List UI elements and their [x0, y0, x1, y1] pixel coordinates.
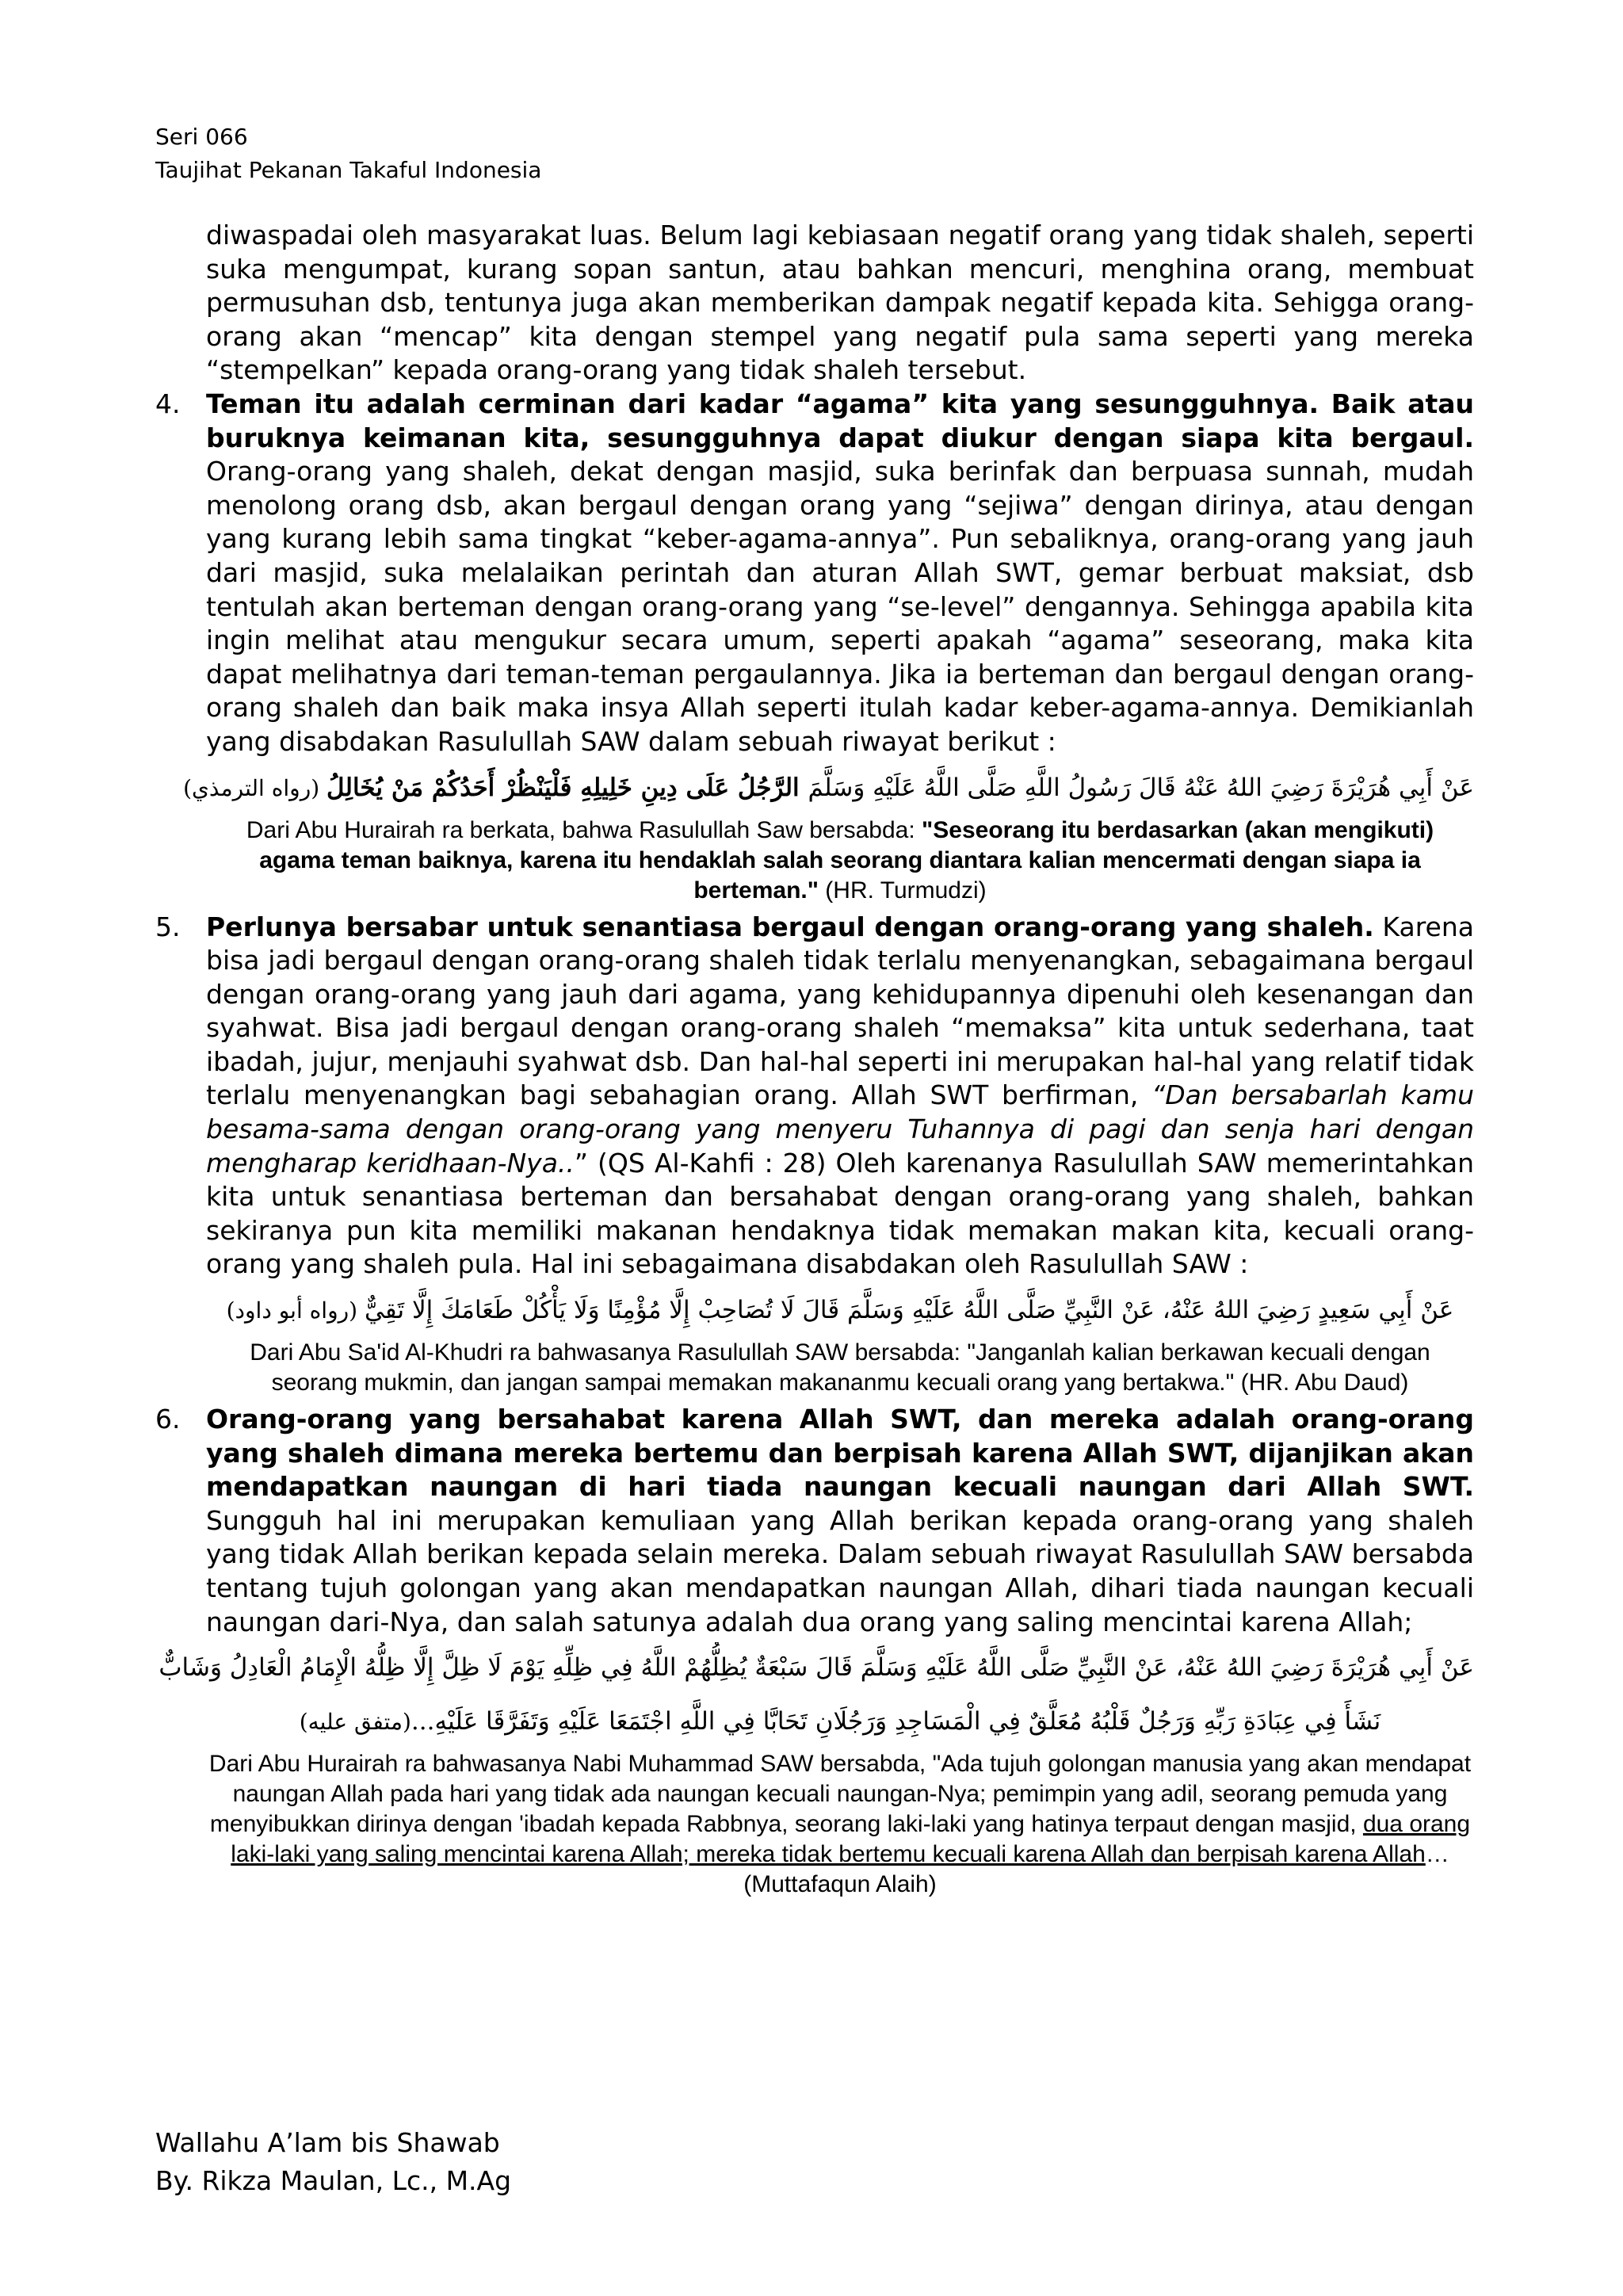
hadith-arabic: [155, 762, 1474, 814]
hadith-source-arabic: (رواه الترمذي): [183, 774, 327, 801]
item-paragraph: [155, 911, 1474, 1282]
quran-quote: “Dan bersabarlah kamu besama-sama dengan orang-orang yang menyeru Tuhannya di pagi dan senja hari dengan mengharap keridhaan-Nya..: [206, 1079, 1474, 1179]
translation-source: (HR. Turmudzi): [818, 877, 987, 904]
hadith-arabic-matn: الرَّجُلُ عَلَى دِينِ خَلِيلِهِ فَلْيَنْظُرْ أَحَدُكُمْ مَنْ يُخَالِلُ: [327, 773, 808, 802]
document-title: Taujihat Pekanan Takaful Indonesia: [155, 157, 542, 183]
hadith-translation: [155, 1749, 1474, 1900]
item-number: 6.: [155, 1404, 181, 1435]
item-paragraph: [155, 1403, 1474, 1639]
item-text-continued: ” (QS Al-Kahfi : 28) Oleh karenanya Rasulullah SAW memerintahkan kita untuk senantiasa berteman dan bersahabat dengan orang-orang yang shaleh, bahkan sekiranya pun kita memiliki makanan hendaknya tidak memakan makan kita, kecuali orang-orang yang shaleh pula. Hal ini sebagaimana disabdakan oleh Rasulullah SAW :: [206, 1147, 1474, 1280]
hadith-arabic-line-2: [155, 1696, 1474, 1748]
item-paragraph: [155, 388, 1474, 759]
author-line: By. Rikza Maulan, Lc., M.Ag: [155, 2165, 512, 2196]
document-body: [155, 219, 1474, 1904]
translation-intro: Dari Abu Hurairah ra berkata, bahwa Rasulullah Saw bersabda:: [246, 816, 922, 843]
list-item-4: [155, 388, 1474, 759]
hadith-arabic-text: عَنْ أَبِي سَعِيدٍ رَضِيَ اللهُ عَنْهُ، عَنْ النَّبِيِّ صَلَّى اللَّهُ عَلَيْهِ وَسَلَّمَ قَالَ لَا تُصَاحِبْ إِلَّا مُؤْمِنًا وَلَا يَأْكُلْ طَعَامَكَ إِلَّا تَقِيٌّ: [364, 1296, 1454, 1325]
list-item-6: [155, 1403, 1474, 1639]
item-bold-statement: Perlunya bersabar untuk senantiasa bergaul dengan orang-orang yang shaleh.: [206, 911, 1374, 942]
closing-line: Wallahu A’lam bis Shawab: [155, 2127, 500, 2158]
series-label: Seri 066: [155, 124, 248, 150]
page-header: [155, 120, 541, 187]
item-text: Karena bisa jadi bergaul dengan orang-orang shaleh tidak terlalu menyenangkan, sebagaimana bergaul dengan orang-orang yang jauh dari agama, yang kehidupannya dipenuhi oleh kesenangan dan syahwat. Bisa jadi bergaul dengan orang-orang shaleh “memaksa” kita untuk sederhana, taat ibadah, jujur, menjauhi syahwat dsb. Dan hal-hal seperti ini merupakan hal-hal yang relatif tidak terlalu menyenangkan bagi sebahagian orang. Allah SWT berfirman,: [206, 911, 1474, 1111]
intro-paragraph: diwaspadai oleh masyarakat luas. Belum lagi kebiasaan negatif orang yang tidak shaleh, seperti suka mengumpat, kurang sopan santun, atau bahkan mencuri, menghina orang, membuat permusuhan dsb, tentunya juga akan memberikan dampak negatif kepada kita. Sehigga orang-orang akan “mencap” kita dengan stempel yang negatif pula sama seperti yang mereka “stempelkan” kepada orang-orang yang tidak shaleh tersebut.: [206, 220, 1474, 386]
hadith-translation: [155, 816, 1474, 906]
item-bold-statement: Teman itu adalah cerminan dari kadar “agama” kita yang sesungguhnya. Baik atau buruknya keimanan kita, sesungguhnya dapat diukur dengan siapa kita bergaul.: [206, 388, 1474, 453]
page-footer: [155, 2124, 511, 2200]
hadith-arabic-text: نَشَأَ فِي عِبَادَةِ رَبِّهِ وَرَجُلٌ قَلْبُهُ مُعَلَّقٌ فِي الْمَسَاجِدِ وَرَجُلَانِ تَحَابَّا فِي اللَّهِ اجْتَمَعَا عَلَيْهِ وَتَفَرَّقَا عَلَيْهِ...: [411, 1707, 1381, 1736]
translation-end: … (Muttafaqun Alaih): [743, 1841, 1449, 1898]
item-number: 4.: [155, 388, 181, 419]
translation-intro: Dari Abu Hurairah ra bahwasanya Nabi Muhammad SAW bersabda, "Ada tujuh golongan manusia yang akan mendapat naungan Allah pada hari yang tidak ada naungan kecuali naungan-Nya; pemimpin yang adil, seorang pemuda yang menyibukkan dirinya dengan 'ibadah kepada Rabbnya, seorang laki-laki yang hatinya terpaut dengan masjid,: [208, 1751, 1472, 1838]
item-number: 5.: [155, 911, 181, 942]
hadith-arabic-text: عَنْ أَبِي هُرَيْرَةَ رَضِيَ اللهُ عَنْهُ قَالَ رَسُولُ اللَّهِ صَلَّى اللَّهُ عَلَيْهِ وَسَلَّمَ: [808, 773, 1474, 802]
translation-quote: "Seseorang itu berdasarkan (akan mengikuti) agama teman baiknya, karena itu hendaklah salah seorang diantara kalian mencermati dengan siapa ia berteman.": [259, 816, 1434, 904]
hadith-arabic-line-1: عَنْ أَبِي هُرَيْرَةَ رَضِيَ اللهُ عَنْهُ، عَنْ النَّبِيِّ صَلَّى اللَّهُ عَلَيْهِ وَسَلَّمَ قَالَ سَبْعَةٌ يُظِلُّهُمْ اللَّهُ فِي ظِلِّهِ يَوْمَ لَا ظِلَّ إِلَّا ظِلُّهُ الْإِمَامُ الْعَادِلُ وَشَابٌّ: [158, 1653, 1474, 1683]
hadith-source-arabic: (متفق عليه): [299, 1709, 411, 1736]
list-item-5: [155, 911, 1474, 1282]
hadith-source-arabic: (رواه أبو داود): [226, 1297, 365, 1324]
hadith-arabic: [155, 1285, 1474, 1336]
item-text: Orang-orang yang shaleh, dekat dengan masjid, suka berinfak dan berpuasa sunnah, mudah menolong orang dsb, akan bergaul dengan orang yang “sejiwa” dengan dirinya, atau dengan yang kurang lebih sama tingkat “keber-agama-annya”. Pun sebaliknya, orang-orang yang jauh dari masjid, suka melalaikan perintah dan aturan Allah SWT, gemar berbuat maksiat, dsb tentulah akan berteman dengan orang-orang yang “se-level” dengannya. Sehingga apabila kita ingin melihat atau mengukur secara umum, seperti apakah “agama” seseorang, maka kita dapat melihatnya dari teman-teman pergaulannya. Jika ia berteman dan bergaul dengan orang-orang shaleh dan baik maka insya Allah seperti itulah kadar keber-agama-annya. Demikianlah yang disabdakan Rasulullah SAW dalam sebuah riwayat berikut :: [206, 456, 1474, 757]
translation-underlined: dua orang laki-laki yang saling mencintai karena Allah; mereka tidak bertemu kecuali karena Allah dan berpisah karena Allah: [231, 1811, 1471, 1868]
item-bold-statement: Orang-orang yang bersahabat karena Allah SWT, dan mereka adalah orang-orang yang shaleh dimana mereka bertemu dan berpisah karena Allah SWT, dijanjikan akan mendapatkan naungan di hari tiada naungan kecuali naungan dari Allah SWT.: [206, 1404, 1474, 1503]
item-text: Sungguh hal ini merupakan kemuliaan yang Allah berikan kepada orang-orang yang shaleh yang tidak Allah berikan kepada selain mereka. Dalam sebuah riwayat Rasulullah SAW bersabda tentang tujuh golongan yang akan mendapatkan naungan Allah, dihari tiada naungan kecuali naungan dari-Nya, dan salah satunya adalah dua orang yang saling mencintai karena Allah;: [206, 1504, 1474, 1637]
hadith-translation: Dari Abu Sa'id Al-Khudri ra bahwasanya Rasulullah SAW bersabda: "Janganlah kalian berkawan kecuali dengan seorang mukmin, dan jangan sampai memakan makananmu kecuali orang yang bertakwa." (HR. Abu Daud): [250, 1339, 1430, 1396]
